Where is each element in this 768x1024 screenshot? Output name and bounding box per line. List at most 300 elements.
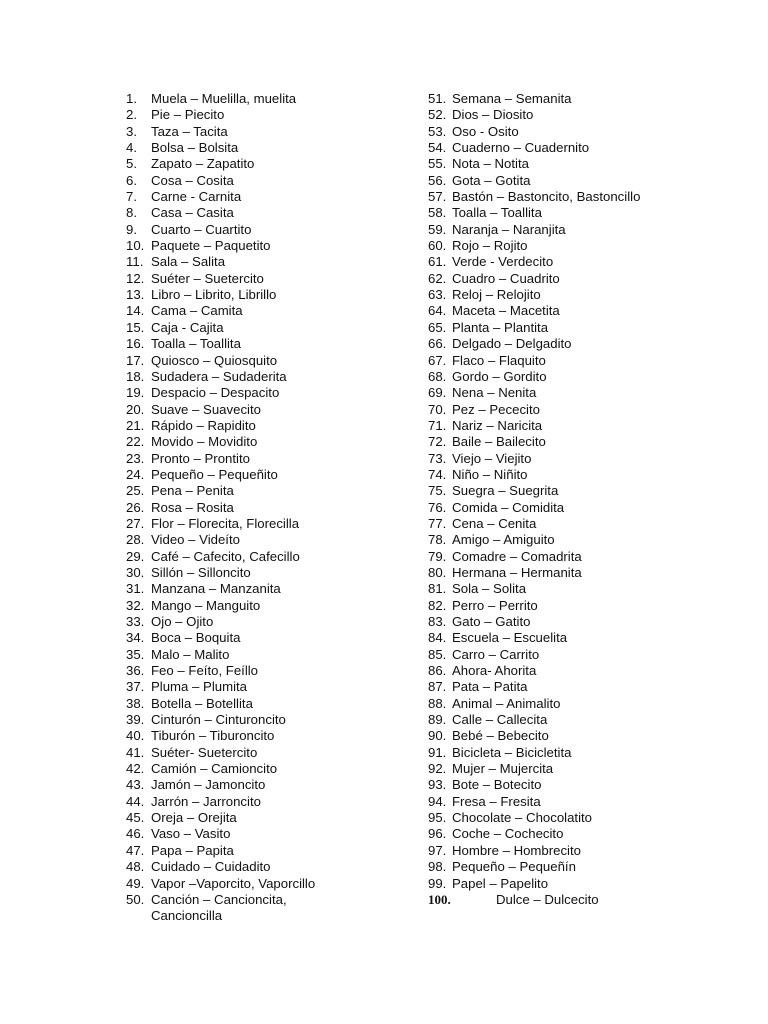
list-item	[126, 287, 426, 303]
list-item	[126, 467, 426, 483]
list-item-text: Toalla – Toallita	[452, 205, 542, 221]
list-item-text: Zapato – Zapatito	[151, 156, 255, 172]
list-item	[126, 581, 426, 597]
list-item	[126, 418, 426, 434]
list-item	[428, 91, 748, 107]
list-item-number: 80.	[428, 564, 447, 580]
list-item	[126, 385, 426, 401]
list-item-text: Malo – Malito	[151, 646, 230, 662]
list-item-text: Semana – Semanita	[452, 91, 572, 106]
list-item-number: 76.	[428, 499, 447, 515]
list-item-text: Baile – Bailecito	[452, 434, 546, 450]
list-item-text: Escuela – Escuelita	[452, 630, 568, 646]
list-item	[126, 124, 426, 140]
list-item-text: Suave – Suavecito	[151, 401, 261, 417]
list-item-text: Nariz – Naricita	[452, 417, 543, 433]
list-item	[126, 565, 426, 581]
list-item	[126, 679, 426, 695]
list-item-text: Rápido – Rapidito	[151, 417, 256, 433]
list-item-text: Paquete – Paquetito	[151, 238, 271, 254]
list-item-number: 14.	[126, 303, 145, 319]
list-item	[126, 876, 426, 892]
list-item	[428, 614, 748, 630]
list-item	[126, 826, 426, 842]
list-item	[126, 761, 426, 777]
list-item	[126, 500, 426, 516]
list-item-number: 55.	[428, 156, 447, 172]
list-item-number: 1.	[126, 91, 137, 106]
list-item-number: 24.	[126, 466, 145, 482]
list-item-text: Cama – Camita	[151, 303, 243, 319]
list-item	[126, 222, 426, 238]
list-item-text: Pequeño – Pequeñito	[151, 466, 278, 482]
list-item	[428, 238, 748, 254]
list-item-number: 31.	[126, 581, 145, 597]
list-item	[428, 336, 748, 352]
list-item-number: 47.	[126, 842, 145, 858]
list-item-text: Bicicleta – Bicicletita	[452, 744, 572, 760]
list-item-number: 41.	[126, 744, 145, 760]
list-item-number: 70.	[428, 401, 447, 417]
list-item-text: Bolsa – Bolsita	[151, 140, 239, 156]
list-item-text: Bote – Botecito	[452, 777, 542, 793]
list-item	[428, 434, 748, 450]
list-item-number: 7.	[126, 189, 137, 205]
list-item	[428, 598, 748, 614]
list-item-number: 48.	[126, 859, 145, 875]
list-item-text: Cuidado – Cuidadito	[151, 859, 271, 875]
list-item-text: Oreja – Orejita	[151, 810, 237, 826]
list-item	[126, 402, 426, 418]
list-item	[428, 696, 748, 712]
list-item-number: 92.	[428, 761, 447, 777]
list-item-text: Gota – Gotita	[452, 172, 531, 188]
list-item-number: 5.	[126, 156, 137, 172]
list-item-text: Dios – Diosito	[452, 107, 534, 123]
list-item-number: 10.	[126, 238, 145, 254]
list-item-number: 28.	[126, 532, 145, 548]
list-item	[126, 859, 426, 875]
list-item	[428, 516, 748, 532]
list-item	[428, 254, 748, 270]
list-item	[126, 140, 426, 156]
list-item-text: Suéter- Suetercito	[151, 744, 258, 760]
list-item	[428, 532, 748, 548]
list-item-number: 50.	[126, 891, 145, 907]
list-item-number: 13.	[126, 287, 145, 303]
list-item-text: Viejo – Viejito	[452, 450, 532, 466]
list-item-text: Cuadro – Cuadrito	[452, 270, 560, 286]
list-item-number: 72.	[428, 434, 447, 450]
list-item-number: 84.	[428, 630, 447, 646]
list-item-text: Ahora- Ahorita	[452, 663, 537, 679]
list-item	[126, 156, 426, 172]
list-item-text: Dulce – Dulcecito	[496, 891, 599, 907]
list-item-number: 66.	[428, 336, 447, 352]
list-item-number: 35.	[126, 646, 145, 662]
list-item-text: Coche – Cochecito	[452, 826, 564, 842]
list-item	[126, 205, 426, 221]
list-item-number: 23.	[126, 450, 145, 466]
list-item	[428, 810, 748, 826]
list-item-text: Hombre – Hombrecito	[452, 842, 581, 858]
list-item-number: 94.	[428, 793, 447, 809]
left-word-list	[126, 91, 426, 925]
list-item-text: Libro – Librito, Librillo	[151, 287, 277, 303]
list-item	[428, 712, 748, 728]
list-item	[126, 320, 426, 336]
list-item-number: 53.	[428, 123, 447, 139]
list-item	[428, 826, 748, 842]
list-item-text: Casa – Casita	[151, 205, 234, 221]
list-item-number: 56.	[428, 172, 447, 188]
list-item	[126, 516, 426, 532]
list-item-number: 77.	[428, 515, 447, 531]
list-item	[428, 418, 748, 434]
list-item	[428, 320, 748, 336]
list-item	[126, 843, 426, 859]
list-item	[126, 549, 426, 565]
list-item	[428, 402, 748, 418]
list-item-number: 46.	[126, 826, 145, 842]
list-item	[126, 810, 426, 826]
list-item	[126, 598, 426, 614]
list-item-text: Suéter – Suetercito	[151, 270, 264, 286]
list-item-text: Muela – Muelilla, muelita	[151, 91, 297, 106]
list-item-text: Ojo – Ojito	[151, 614, 214, 629]
list-item-text: Feo – Feíto, Feíllo	[151, 663, 259, 679]
list-item-number: 21.	[126, 417, 145, 433]
list-item	[428, 140, 748, 156]
list-item-number: 98.	[428, 859, 447, 875]
list-item-number: 37.	[126, 679, 145, 695]
list-item	[126, 794, 426, 810]
list-item-text: Flaco – Flaquito	[452, 352, 546, 368]
list-item-number: 99.	[428, 875, 447, 891]
list-item-text: Planta – Plantita	[452, 319, 549, 335]
list-item-text: Verde - Verdecito	[452, 254, 554, 270]
list-item-number: 96.	[428, 826, 447, 842]
list-item-text: Gato – Gatito	[452, 614, 531, 629]
list-item	[126, 254, 426, 270]
list-item-text: Canción – Cancioncita, Cancioncilla	[151, 891, 287, 924]
list-item-number: 81.	[428, 581, 447, 597]
list-item	[428, 565, 748, 581]
list-item	[428, 630, 748, 646]
list-item	[126, 696, 426, 712]
list-item-number: 57.	[428, 189, 447, 205]
list-item	[126, 712, 426, 728]
list-item-number: 97.	[428, 842, 447, 858]
list-item-number: 86.	[428, 663, 447, 679]
list-item-number: 15.	[126, 319, 145, 335]
list-item-text: Café – Cafecito, Cafecillo	[151, 548, 300, 564]
list-item-text: Caja - Cajita	[151, 319, 224, 335]
list-item-number: 79.	[428, 548, 447, 564]
list-item	[428, 124, 748, 140]
list-item-number: 63.	[428, 287, 447, 303]
list-item-text: Oso - Osito	[452, 123, 519, 139]
list-item-text: Carro – Carrito	[452, 646, 540, 662]
list-item-text: Suegra – Suegrita	[452, 483, 559, 499]
list-item-text: Bastón – Bastoncito, Bastoncillo	[452, 189, 641, 205]
list-item	[126, 647, 426, 663]
list-item-text: Vapor –Vaporcito, Vaporcillo	[151, 875, 316, 891]
list-item-text: Quiosco – Quiosquito	[151, 352, 278, 368]
list-item-text: Hermana – Hermanita	[452, 564, 582, 580]
list-item	[428, 173, 748, 189]
list-item-number: 59.	[428, 221, 447, 237]
list-item-number: 67.	[428, 352, 447, 368]
list-item-number: 65.	[428, 319, 447, 335]
list-item-text: Movido – Movidito	[151, 434, 258, 450]
list-item-number: 82.	[428, 597, 447, 613]
list-item	[126, 271, 426, 287]
list-item	[428, 728, 748, 744]
list-item	[126, 745, 426, 761]
list-item-text: Pata – Patita	[452, 679, 528, 695]
list-item-number: 83.	[428, 614, 447, 629]
list-item	[428, 581, 748, 597]
list-item	[428, 745, 748, 761]
list-item-number: 38.	[126, 695, 145, 711]
list-item-text: Pluma – Plumita	[151, 679, 248, 695]
list-item-number: 20.	[126, 401, 145, 417]
list-item	[126, 336, 426, 352]
list-item	[428, 892, 748, 908]
list-item-text: Pena – Penita	[151, 483, 234, 499]
list-item	[126, 173, 426, 189]
list-item	[428, 663, 748, 679]
list-item-text: Pronto – Prontito	[151, 450, 250, 466]
list-item	[428, 156, 748, 172]
list-item	[126, 532, 426, 548]
list-item-text: Video – Videíto	[151, 532, 240, 548]
list-item	[428, 189, 748, 205]
list-item-number: 17.	[126, 352, 145, 368]
list-item-number: 73.	[428, 450, 447, 466]
right-word-list	[428, 91, 748, 908]
list-item	[428, 483, 748, 499]
list-item-text: Chocolate – Chocolatito	[452, 810, 593, 826]
list-item-text: Carne - Carnita	[151, 189, 242, 205]
list-item-text: Pequeño – Pequeñín	[452, 859, 576, 875]
list-item-text: Naranja – Naranjita	[452, 221, 566, 237]
list-item-number: 42.	[126, 761, 145, 777]
list-item-number: 19.	[126, 385, 145, 401]
list-item-text: Fresa – Fresita	[452, 793, 541, 809]
list-item-text: Animal – Animalito	[452, 695, 561, 711]
list-item-text: Nena – Nenita	[452, 385, 537, 401]
list-item	[428, 271, 748, 287]
list-item	[428, 679, 748, 695]
list-item-number: 30.	[126, 564, 145, 580]
list-item-number: 52.	[428, 107, 447, 123]
list-item	[126, 91, 426, 107]
list-item-text: Botella – Botellita	[151, 695, 253, 711]
list-item-text: Rosa – Rosita	[151, 499, 234, 515]
list-item-text: Jarrón – Jarroncito	[151, 793, 261, 809]
list-item-number: 27.	[126, 515, 145, 531]
list-item	[126, 107, 426, 123]
list-item-number: 3.	[126, 123, 137, 139]
list-item-text: Sala – Salita	[151, 254, 226, 270]
list-item	[428, 287, 748, 303]
list-item-text: Cosa – Cosita	[151, 172, 234, 188]
list-item-text: Mujer – Mujercita	[452, 761, 554, 777]
list-item	[126, 434, 426, 450]
list-item-text: Pie – Piecito	[151, 107, 225, 123]
list-item-number: 78.	[428, 532, 447, 548]
list-item-text: Amigo – Amiguito	[452, 532, 555, 548]
list-item-number: 16.	[126, 336, 145, 352]
list-item-text: Gordo – Gordito	[452, 368, 547, 384]
list-item-text: Comadre – Comadrita	[452, 548, 582, 564]
list-item-number: 32.	[126, 597, 145, 613]
list-item-text: Vaso – Vasito	[151, 826, 231, 842]
list-item-text: Bebé – Bebecito	[452, 728, 549, 744]
list-item-number: 54.	[428, 140, 447, 156]
list-item-text: Niño – Niñito	[452, 466, 528, 482]
list-item-number: 12.	[126, 270, 145, 286]
list-item-number: 61.	[428, 254, 447, 270]
list-item-text: Flor – Florecita, Florecilla	[151, 515, 300, 531]
list-item-number: 91.	[428, 744, 447, 760]
list-item	[428, 761, 748, 777]
list-item	[428, 500, 748, 516]
list-item-text: Cena – Cenita	[452, 515, 537, 531]
list-item	[126, 892, 426, 925]
list-item-number: 22.	[126, 434, 145, 450]
list-item	[126, 630, 426, 646]
list-item	[428, 369, 748, 385]
list-item-text: Jamón – Jamoncito	[151, 777, 266, 793]
list-item-text: Calle – Callecita	[452, 712, 548, 728]
list-item-text: Perro – Perrito	[452, 597, 538, 613]
list-item	[428, 843, 748, 859]
list-item	[126, 369, 426, 385]
list-item	[126, 238, 426, 254]
list-item-text: Papel – Papelito	[452, 875, 549, 891]
list-item-text: Sudadera – Sudaderita	[151, 368, 287, 384]
list-item-number: 44.	[126, 793, 145, 809]
list-item-number: 60.	[428, 238, 447, 254]
list-item-number: 68.	[428, 368, 447, 384]
list-item	[428, 222, 748, 238]
list-item	[428, 451, 748, 467]
list-item	[428, 353, 748, 369]
list-item	[126, 353, 426, 369]
list-item	[126, 189, 426, 205]
list-item-text: Toalla – Toallita	[151, 336, 241, 352]
list-item	[428, 876, 748, 892]
list-item-number: 39.	[126, 712, 145, 728]
list-item-number: 45.	[126, 810, 145, 826]
list-item	[126, 777, 426, 793]
list-item-text: Sillón – Silloncito	[151, 564, 251, 580]
list-item	[126, 451, 426, 467]
list-item-text: Taza – Tacita	[151, 123, 228, 139]
list-item	[126, 663, 426, 679]
list-item-number: 33.	[126, 614, 145, 629]
list-item-text: Nota – Notita	[452, 156, 529, 172]
list-item-text: Rojo – Rojito	[452, 238, 528, 254]
list-item-text: Delgado – Delgadito	[452, 336, 572, 352]
list-item-number: 11.	[126, 254, 144, 270]
list-item-number: 90.	[428, 728, 447, 744]
list-item-number: 75.	[428, 483, 447, 499]
list-item-number: 85.	[428, 646, 447, 662]
list-item	[428, 794, 748, 810]
list-item-text: Manzana – Manzanita	[151, 581, 281, 597]
list-item	[428, 647, 748, 663]
list-item-number: 62.	[428, 270, 447, 286]
list-item-text: Cinturón – Cinturoncito	[151, 712, 286, 728]
list-item-text: Pez – Pececito	[452, 401, 540, 417]
list-item-text: Cuaderno – Cuadernito	[452, 140, 590, 156]
list-item-text: Cuarto – Cuartito	[151, 221, 252, 237]
list-item-number: 29.	[126, 548, 145, 564]
list-item-number: 49.	[126, 875, 145, 891]
list-item	[126, 483, 426, 499]
list-item-text: Camión – Camioncito	[151, 761, 278, 777]
list-item-number: 25.	[126, 483, 145, 499]
list-item-number: 43.	[126, 777, 145, 793]
list-item	[126, 303, 426, 319]
list-item	[428, 107, 748, 123]
list-item-number: 71.	[428, 417, 447, 433]
list-item-number: 40.	[126, 728, 145, 744]
list-item-number: 58.	[428, 205, 447, 221]
list-item	[126, 728, 426, 744]
list-item-number: 100.	[428, 891, 451, 907]
list-item-number: 64.	[428, 303, 447, 319]
list-item	[126, 614, 426, 630]
list-item-text: Sola – Solita	[452, 581, 527, 597]
list-item-text: Comida – Comidita	[452, 499, 565, 515]
list-item-number: 95.	[428, 810, 447, 826]
list-item-number: 2.	[126, 107, 137, 123]
list-item-text: Maceta – Macetita	[452, 303, 560, 319]
list-item	[428, 777, 748, 793]
list-item-number: 89.	[428, 712, 447, 728]
list-item-text: Boca – Boquita	[151, 630, 241, 646]
list-item-number: 18.	[126, 368, 145, 384]
list-item-text: Mango – Manguito	[151, 597, 261, 613]
list-item-number: 9.	[126, 221, 137, 237]
list-item	[428, 205, 748, 221]
list-item-text: Tiburón – Tiburoncito	[151, 728, 275, 744]
list-item-number: 34.	[126, 630, 145, 646]
list-item-number: 26.	[126, 499, 145, 515]
list-item-number: 74.	[428, 466, 447, 482]
list-item-text: Reloj – Relojito	[452, 287, 541, 303]
list-item-number: 69.	[428, 385, 447, 401]
list-item-number: 4.	[126, 140, 137, 156]
list-item	[428, 385, 748, 401]
list-item	[428, 303, 748, 319]
list-item-number: 87.	[428, 679, 447, 695]
list-item-number: 8.	[126, 205, 137, 221]
list-item-number: 36.	[126, 663, 145, 679]
list-item-text: Papa – Papita	[151, 842, 234, 858]
list-item-number: 88.	[428, 695, 447, 711]
list-item-number: 51.	[428, 91, 447, 106]
list-item	[428, 859, 748, 875]
list-item-text: Despacio – Despacito	[151, 385, 280, 401]
list-item	[428, 467, 748, 483]
list-item	[428, 549, 748, 565]
